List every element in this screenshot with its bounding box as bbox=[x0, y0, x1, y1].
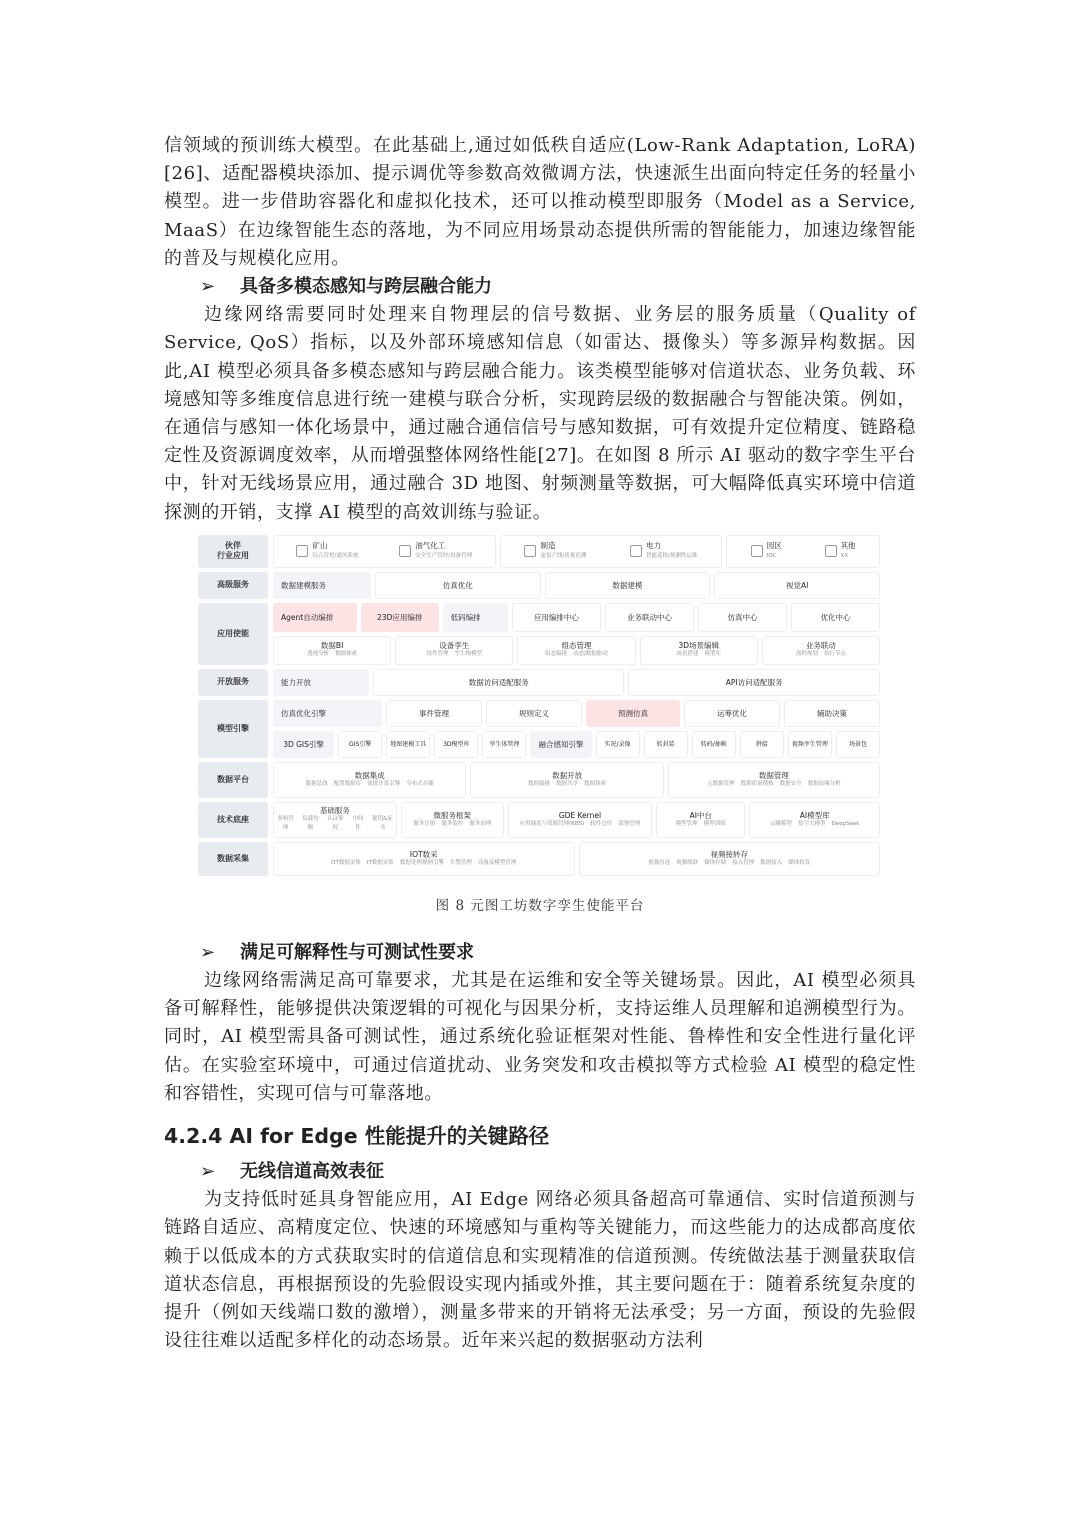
enable-top-cell bbox=[273, 603, 357, 632]
enable-top-cell bbox=[443, 603, 508, 632]
cell-sub-item: 软件仓库 bbox=[590, 820, 613, 827]
tech-base-title: 基础服务 bbox=[319, 806, 350, 816]
cell-sub-item: 认证鉴权 bbox=[327, 816, 344, 832]
tech-base-cell bbox=[401, 802, 504, 838]
row-label-engine: 模型引擎 bbox=[198, 700, 268, 758]
engine-bottom-label: 3D GIS引擎 bbox=[283, 739, 324, 749]
cell-sub-items bbox=[796, 650, 846, 659]
cell-sub-item: 云曦模型 bbox=[769, 820, 792, 827]
enable-bottom-title: 设备孪生 bbox=[439, 641, 470, 651]
enable-bottom-title: 业务联动 bbox=[805, 641, 836, 651]
bullet-explainability: ➢ 满足可解释性与可测试性要求 bbox=[164, 939, 916, 967]
industry-icon bbox=[296, 545, 308, 557]
figure-digital-twin-platform bbox=[198, 535, 880, 877]
industry-title: 电力 bbox=[646, 541, 662, 551]
industry-icon bbox=[630, 545, 642, 557]
industry-icon bbox=[751, 545, 763, 557]
cell-sub-items bbox=[427, 650, 483, 659]
cell-sub-item: 数据共享 bbox=[556, 780, 579, 787]
figure-row-collect bbox=[198, 842, 880, 876]
cell-sub-item: 透视分析 bbox=[307, 651, 330, 658]
figure-caption: 图 8 元图工坊数字孪生使能平台 bbox=[435, 897, 645, 914]
industry-item bbox=[825, 541, 856, 561]
engine-top-label: 规则定义 bbox=[519, 708, 549, 718]
cell-sub-item: 数据处理规则引擎 bbox=[399, 859, 444, 866]
enable-bottom-title: 数据BI bbox=[320, 641, 344, 651]
figure-row-open bbox=[198, 669, 880, 696]
engine-bottom-label: 融合感知引擎 bbox=[538, 739, 584, 749]
cell-sub-item: 接入管理 bbox=[732, 859, 755, 866]
enable-top-cell bbox=[698, 603, 787, 632]
cell-sub-item: 数据质量稽核 bbox=[740, 780, 774, 787]
engine-top-label: 辅助决策 bbox=[817, 708, 847, 718]
data-collect-title: 视频接转存 bbox=[710, 849, 748, 859]
figure-row-industry bbox=[198, 535, 880, 568]
cell-sub-item: DeepSeek bbox=[831, 820, 860, 827]
engine-bottom-label: 拼接 bbox=[755, 740, 768, 748]
enable-top-cell bbox=[512, 603, 601, 632]
figure-row-enable bbox=[198, 603, 880, 665]
data-collect-title: IOT数采 bbox=[409, 849, 438, 859]
cell-sub-item: 视频直连 bbox=[648, 859, 671, 866]
engine-bottom-cell bbox=[596, 731, 640, 758]
tech-base-title: GDE Kernel bbox=[558, 810, 602, 820]
enable-top-label: 23D应用编排 bbox=[377, 612, 423, 622]
engine-bottom-cell bbox=[836, 731, 880, 758]
cell-sub-items bbox=[276, 815, 394, 833]
advanced-service-cell bbox=[545, 572, 711, 599]
open-service-label: 数据访问适配服务 bbox=[468, 677, 529, 687]
enable-top-label: 仿真中心 bbox=[727, 612, 758, 622]
data-collect-cell bbox=[579, 842, 881, 876]
cell-sub-item: 数据血缘分析 bbox=[807, 780, 841, 787]
cell-sub-item: 部署管理 bbox=[618, 820, 641, 827]
data-platform-cell bbox=[273, 762, 466, 798]
enable-bottom-cell bbox=[640, 636, 758, 665]
advanced-service-label: 视觉AI bbox=[785, 580, 809, 590]
cell-sub-item: 数据接入 bbox=[760, 859, 783, 866]
cell-sub-item: 模型库 bbox=[704, 651, 721, 658]
section-heading-4-2-4: 4.2.4 AI for Edge 性能提升的关键路径 bbox=[164, 1124, 550, 1149]
enable-bottom-cell bbox=[517, 636, 635, 665]
cell-sub-item: 数据编排 bbox=[528, 780, 551, 787]
open-service-label: 能力开放 bbox=[281, 677, 311, 687]
engine-bottom-cell bbox=[740, 731, 784, 758]
cell-sub-item: 场景搭建 bbox=[676, 651, 699, 658]
cell-sub-items bbox=[676, 650, 721, 659]
cell-sub-item: 中间件 bbox=[352, 816, 364, 832]
engine-bottom-label: 实况/录像 bbox=[604, 740, 631, 748]
engine-top-cell bbox=[486, 700, 582, 727]
cell-sub-item: 多租管理 bbox=[277, 816, 294, 832]
tech-base-cell bbox=[656, 802, 745, 838]
enable-top-label: Agent自动编排 bbox=[281, 612, 334, 622]
tech-base-cell bbox=[508, 802, 653, 838]
bullet-arrow-icon: ➢ bbox=[200, 941, 216, 963]
cell-sub-items bbox=[413, 820, 491, 829]
open-service-cell bbox=[373, 669, 625, 696]
industry-icon bbox=[524, 545, 536, 557]
advanced-service-label: 仿真优化 bbox=[442, 580, 473, 590]
cell-sub-item: 组态编排 bbox=[545, 651, 568, 658]
engine-top-cell bbox=[586, 700, 680, 727]
cell-sub-item: 秘钥&证书 bbox=[372, 816, 393, 832]
industry-group bbox=[273, 535, 496, 568]
industry-item bbox=[630, 541, 697, 561]
engine-bottom-cell bbox=[338, 731, 382, 758]
enable-bottom-title: 3D场景编辑 bbox=[678, 641, 719, 651]
enable-top-cell bbox=[791, 603, 880, 632]
engine-bottom-label: 转码/抽帧 bbox=[700, 740, 727, 748]
engine-top-cell bbox=[684, 700, 780, 727]
cell-sub-item: 数据总线 bbox=[305, 780, 328, 787]
cell-sub-item: 设备及模型管理 bbox=[477, 859, 517, 866]
cell-sub-items bbox=[707, 780, 841, 789]
cell-sub-item: 视频级联 bbox=[676, 859, 699, 866]
enable-top-label: 业务联动中心 bbox=[626, 612, 672, 622]
engine-bottom-label: 视频孪生管理 bbox=[791, 740, 828, 748]
industry-title: 矿山 bbox=[312, 541, 328, 551]
paragraph-channel: 为支持低时延具身智能应用，AI Edge 网络必须具备超高可靠通信、实时信道预测与链路自适应、高精度定位、快速的环境感知与重构等关键能力，而这些能力的达成都高度依赖于以低成本的方式获取实时的信道信息和实现精准的信道预测。传统做法基于测量获取信道状态信息，再根据预设的先验假设实现内插或外推，其主要问题在于：随着系统复杂度的提升（例如天线端口数的激增），测量多带来的开销将无法承受；另一方面，预设的先验假设往往难以适配多样化的动态场景。近年来兴起的数据驱动方法利 bbox=[164, 1189, 916, 1352]
cell-sub-items bbox=[306, 780, 434, 789]
tech-base-cell bbox=[273, 802, 397, 838]
enable-bottom-cell bbox=[273, 636, 391, 665]
cell-sub-item: 悟空大模型 bbox=[797, 820, 826, 827]
cell-sub-item: 动态/数据驱动 bbox=[573, 651, 608, 658]
cell-sub-item: 服务治理 bbox=[469, 820, 492, 827]
enable-top-label: 优化中心 bbox=[820, 612, 851, 622]
engine-top-label: 仿真优化引擎 bbox=[281, 708, 326, 718]
engine-bottom-label: 转封装 bbox=[656, 740, 675, 748]
industry-icon bbox=[399, 545, 411, 557]
figure-row-data bbox=[198, 762, 880, 798]
advanced-service-cell bbox=[375, 572, 541, 599]
industry-title: 其他 bbox=[840, 541, 856, 551]
paragraph-multimodal: 边缘网络需要同时处理来自物理层的信号数据、业务层的服务质量（Quality of Service, QoS）指标，以及外部环境感知信息（如雷达、摄像头）等多源异构数据。因此,AI 模型必须具备多模态感知与跨层融合能力。该类模型能够对信道状态、业务负载、环境感知等多维度信息进行统一建模与联合分析，实现跨层级的数据融合与智能决策。例如，在通信与感知一体化场景中，通过融合通信信号与感知数据，可有效提升定位精度、链路稳定性及资源调度效率，从而增强整体网络性能[27]。在如图 8 所示 AI 驱动的数字孪生平台中，针对无线场景应用，通过融合 3D 地图、射频测量等数据，可大幅降低真实环境中信道探测的开销，支撑 AI 模型的高效训练与验证。 bbox=[164, 304, 916, 523]
row-label-tech: 技术底座 bbox=[198, 802, 268, 838]
engine-top-cell bbox=[784, 700, 880, 727]
engine-bottom-cell bbox=[482, 731, 526, 758]
cell-sub-item: 告警管理 bbox=[449, 859, 472, 866]
enable-bottom-title: 组态管理 bbox=[561, 641, 592, 651]
enable-bottom-cell bbox=[395, 636, 513, 665]
advanced-service-cell bbox=[714, 572, 880, 599]
bullet-multimodal: ➢ 具备多模态感知与跨层融合能力 bbox=[164, 273, 916, 301]
row-label-enable: 应用使能 bbox=[198, 603, 268, 665]
industry-item bbox=[399, 541, 472, 561]
industry-group bbox=[500, 535, 723, 568]
row-label-collect: 数据采集 bbox=[198, 842, 268, 876]
engine-top-cell bbox=[386, 700, 482, 727]
cell-sub-items bbox=[331, 859, 516, 868]
industry-subtitle: 智能巡检/预测性运维 bbox=[646, 553, 698, 560]
bullet-arrow-icon: ➢ bbox=[200, 1161, 216, 1183]
cell-sub-item: 服务注册 bbox=[413, 820, 436, 827]
paragraph-explainability: 边缘网络需满足高可靠要求，尤其是在运维和安全等关键场景。因此，AI 模型必须具备可解释性，能够提供决策逻辑的可视化与因果分析，支持运维人员理解和追溯模型行为。同时，AI 模型需具备可测试性，通过系统化验证框架对性能、鲁棒性和安全性进行量化评估。在实验室环境中，可通过信道扰动、业务突发和攻击模拟等方式检验 AI 模型的稳定性和容错性，实现可信与可靠落地。 bbox=[164, 970, 916, 1104]
engine-bottom-cell bbox=[386, 731, 430, 758]
cell-sub-items bbox=[520, 820, 641, 829]
industry-title: 制造 bbox=[540, 541, 556, 551]
tech-base-title: AI中台 bbox=[689, 810, 712, 820]
enable-top-cell bbox=[361, 603, 439, 632]
row-label-industry: 伙伴 行业应用 bbox=[198, 535, 268, 568]
cell-sub-item: 媒体存储 bbox=[704, 859, 727, 866]
cell-sub-item: 配置数据库 bbox=[333, 780, 362, 787]
enable-top-cell bbox=[605, 603, 694, 632]
cell-sub-items bbox=[307, 650, 357, 659]
row-label-advanced: 高级服务 bbox=[198, 572, 268, 599]
engine-bottom-label: 3D模型库 bbox=[443, 740, 470, 748]
open-service-label: API访问适配服务 bbox=[725, 677, 783, 687]
enable-top-label: 低码编排 bbox=[450, 612, 481, 622]
row-label-data: 数据平台 bbox=[198, 762, 268, 798]
data-platform-title: 数据管理 bbox=[758, 770, 789, 780]
engine-bottom-cell bbox=[788, 731, 832, 758]
cell-sub-items bbox=[676, 820, 726, 829]
engine-bottom-label: 场景包 bbox=[848, 740, 867, 748]
cell-sub-item: 流程规划 bbox=[795, 651, 818, 658]
industry-subtitle: 安全生产管控/设备管理 bbox=[415, 553, 473, 560]
cell-sub-item: 数据探索 bbox=[584, 780, 607, 787]
figure-row-tech bbox=[198, 802, 880, 838]
advanced-service-label: 数据建模 bbox=[612, 580, 643, 590]
data-platform-cell bbox=[470, 762, 663, 798]
cell-sub-item: OT数据采集 bbox=[331, 859, 361, 866]
industry-subtitle: XX bbox=[840, 553, 849, 560]
cell-sub-item: 负载均衡 bbox=[302, 816, 319, 832]
cell-sub-item: 数据安全 bbox=[779, 780, 802, 787]
cell-sub-items bbox=[545, 650, 608, 659]
data-platform-cell bbox=[668, 762, 880, 798]
open-service-cell bbox=[273, 669, 369, 696]
cell-sub-item: 模型训练 bbox=[703, 820, 726, 827]
enable-top-label: 应用编排中心 bbox=[533, 612, 579, 622]
engine-top-label: 事件管理 bbox=[419, 708, 449, 718]
engine-bottom-label: GIS引擎 bbox=[349, 740, 372, 748]
industry-icon bbox=[825, 545, 837, 557]
row-label-open: 开放服务 bbox=[198, 669, 268, 696]
engine-bottom-cell bbox=[434, 731, 478, 758]
data-collect-cell bbox=[273, 842, 575, 876]
cell-sub-item: 分布式存储 bbox=[406, 780, 434, 787]
figure-row-engine bbox=[198, 700, 880, 758]
cell-sub-item: 模型管理 bbox=[675, 820, 698, 827]
engine-bottom-cell bbox=[692, 731, 736, 758]
advanced-service-label: 数据建模服务 bbox=[281, 580, 326, 590]
industry-title: 园区 bbox=[766, 541, 782, 551]
document-page bbox=[164, 132, 916, 1355]
engine-top-label: 运筹优化 bbox=[717, 708, 747, 718]
industry-subtitle: IOC bbox=[766, 553, 777, 560]
bullet-arrow-icon: ➢ bbox=[200, 276, 216, 298]
engine-top-label: 预测仿真 bbox=[618, 708, 648, 718]
open-service-cell bbox=[628, 669, 880, 696]
industry-item bbox=[524, 541, 586, 561]
engine-bottom-cell bbox=[273, 731, 334, 758]
cell-sub-item: 执行节点 bbox=[823, 651, 846, 658]
cell-sub-items bbox=[770, 820, 859, 829]
tech-base-cell bbox=[749, 802, 880, 838]
advanced-service-cell bbox=[273, 572, 371, 599]
cell-sub-item: 组件管理 bbox=[426, 651, 449, 658]
cell-sub-item: IT数据采集 bbox=[366, 859, 394, 866]
figure-row-advanced bbox=[198, 572, 880, 599]
cell-sub-item: 孪生物模型 bbox=[454, 651, 483, 658]
enable-bottom-cell bbox=[762, 636, 880, 665]
cell-sub-item: 元数据管理 bbox=[707, 780, 735, 787]
industry-item bbox=[296, 541, 358, 561]
cell-sub-item: 流批计算引擎 bbox=[367, 780, 401, 787]
bullet-channel: ➢ 无线信道高效表征 bbox=[164, 1158, 916, 1186]
cell-sub-item: 应用调度与资源管理(KBS) bbox=[519, 820, 585, 827]
paragraph-lora: 信领域的预训练大模型。在此基础上,通过如低秩自适应(Low-Rank Adaptation, LoRA)[26]、适配器模块添加、提示调优等参数高效微调方法，快速派生出面向特定任务的轻量小模型。进一步借助容器化和虚拟化技术，还可以推动模型即服务（Model as a Service, MaaS）在边缘智能生态的落地，为不同应用场景动态提供所需的智能能力，加速边缘智能的普及与规模化应用。 bbox=[164, 135, 916, 269]
cell-sub-items bbox=[648, 859, 810, 868]
cell-sub-items bbox=[528, 780, 606, 789]
cell-sub-item: 媒体转发 bbox=[788, 859, 811, 866]
industry-group bbox=[726, 535, 880, 568]
engine-top-cell bbox=[273, 700, 382, 727]
industry-subtitle: 虚拟产线/质量追溯 bbox=[540, 553, 587, 560]
data-platform-title: 数据开放 bbox=[552, 770, 583, 780]
industry-subtitle: 综合管控/通风系统 bbox=[312, 553, 359, 560]
engine-bottom-label: 地图建模工具 bbox=[390, 740, 427, 748]
tech-base-title: AI模型库 bbox=[799, 810, 830, 820]
cell-sub-item: 服务监控 bbox=[441, 820, 464, 827]
industry-title: 油气化工 bbox=[415, 541, 446, 551]
cell-sub-item: 数据探索 bbox=[335, 651, 358, 658]
engine-bottom-cell bbox=[644, 731, 688, 758]
tech-base-title: 微服务框架 bbox=[433, 810, 471, 820]
industry-item bbox=[751, 541, 782, 561]
engine-bottom-cell bbox=[530, 731, 591, 758]
engine-bottom-label: 孪生体管理 bbox=[489, 740, 520, 748]
data-platform-title: 数据集成 bbox=[354, 770, 385, 780]
